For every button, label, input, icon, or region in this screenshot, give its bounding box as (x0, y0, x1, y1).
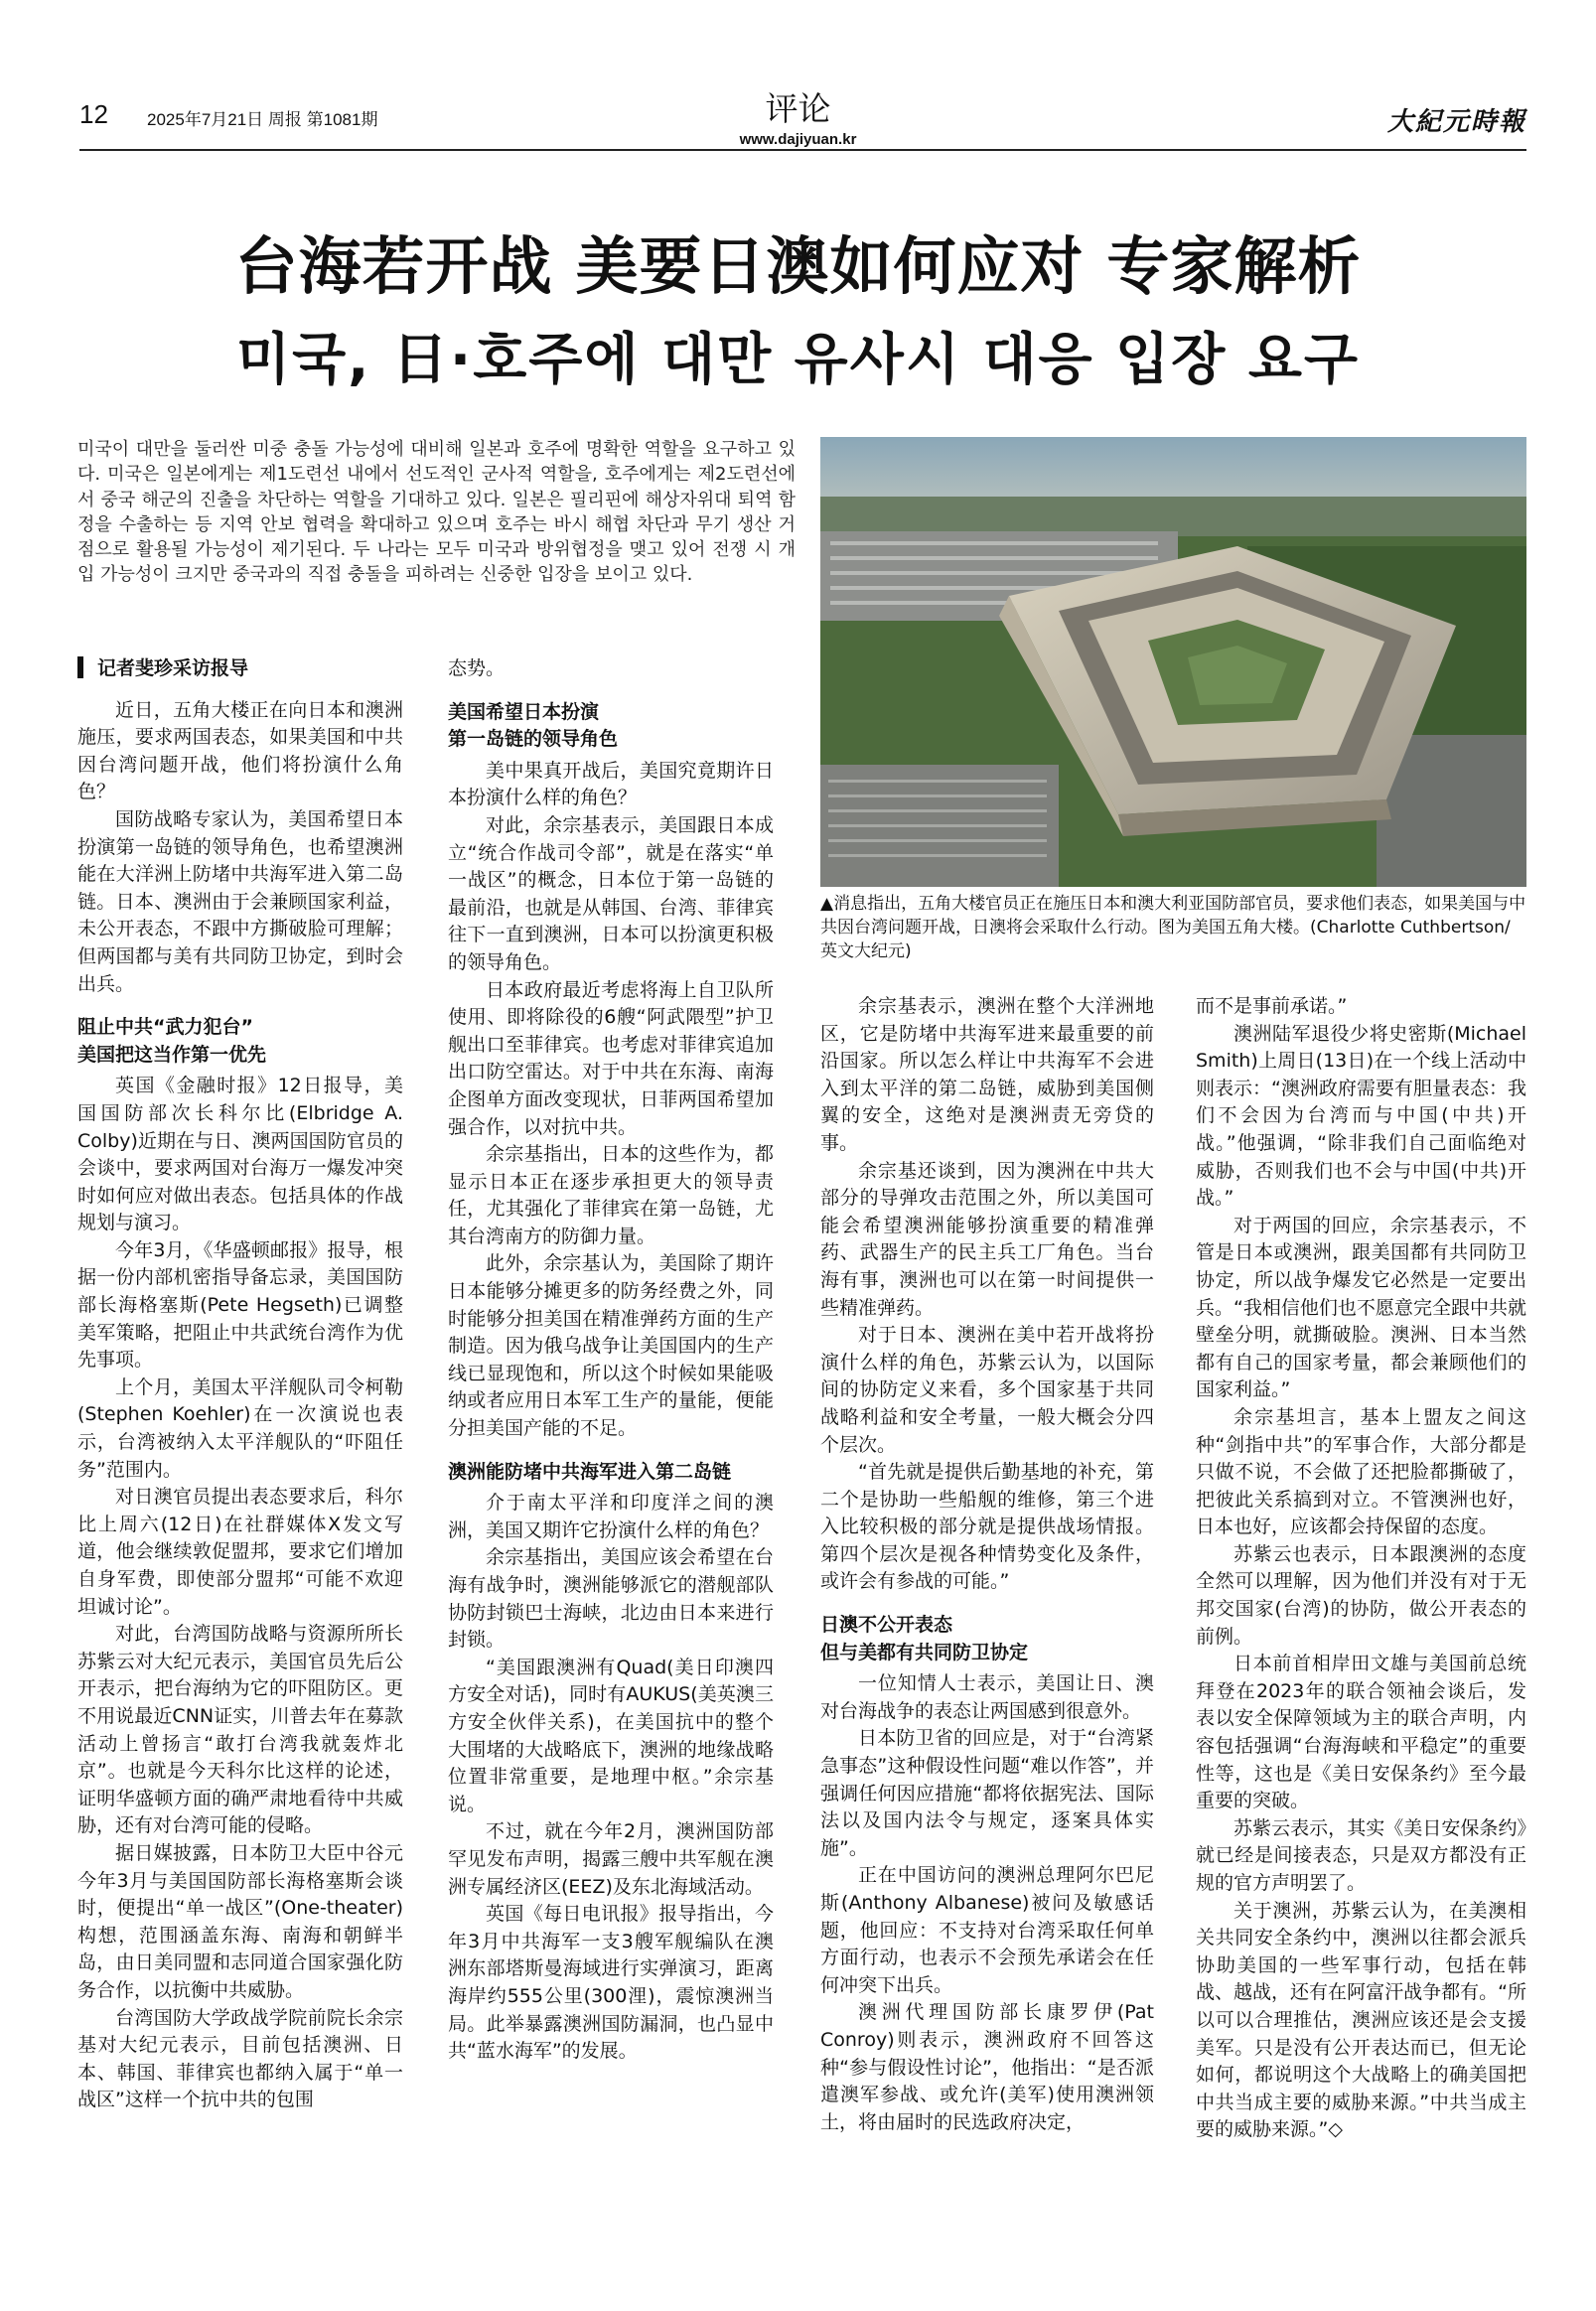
article-paragraph: 此外，余宗基认为，美国除了期许日本能够分摊更多的防务经费之外，同时能够分担美国在精准弹药方面的生产制造。因为俄乌战争让美国国内的生产线已显现饱和，所以这个时候如果能吸纳或者应用日本军工生产的量能，便能分担美国产能的不足。 (448, 1252, 774, 1440)
article-paragraph: 余宗基坦言，基本上盟友之间这种“剑指中共”的军事合作，大部分都是只做不说，不会做了还把脸都撕破了，把彼此关系搞到对立。不管澳洲也好，日本也好，应该都会持保留的态度。 (1196, 1405, 1526, 1538)
article-paragraph: 正在中国访问的澳洲总理阿尔巴尼斯(Anthony Albanese)被问及敏感话题，他回应：不支持对台湾采取任何单方面行动，也表示不会预先承诺会在任何冲突下出兵。 (820, 1864, 1154, 1996)
article-column-1 (77, 655, 403, 2114)
article-paragraph: 对于日本、澳洲在美中若开战将扮演什么样的角色，苏紫云认为，以国际间的协防定义来看，多个国家基于共同战略利益和安全考量，一般大概会分四个层次。 (820, 1324, 1154, 1456)
header-divider (79, 149, 1526, 151)
article-column-2 (448, 655, 774, 2066)
article-paragraph: 对此，台湾国防战略与资源所所长苏紫云对大纪元表示，美国官员先后公开表示，把台海纳为它的吓阻防区。更不用说最近CNN证实，川普去年在募款活动上曾扬言“敢打台湾我就轰炸北京”。也就是今天科尔比这样的论述，证明华盛顿方面的确严肃地看待中共威胁，还有对台湾可能的侵略。 (77, 1623, 403, 1837)
article-paragraph: 苏紫云表示，其实《美日安保条约》就已经是间接表态，只是双方都没有正规的官方声明罢了。 (1196, 1816, 1526, 1894)
article-paragraph: 余宗基还谈到，因为澳洲在中共大部分的导弹攻击范围之外，所以美国可能会希望澳洲能够扮演重要的精准弹药、武器生产的民主兵工厂角色。当台海有事，澳洲也可以在第一时间提供一些精准弹药。 (820, 1159, 1154, 1319)
section-heading (448, 1459, 774, 1487)
article-paragraph: 余宗基指出，美国应该会希望在台海有战争时，澳洲能够派它的潜舰部队协防封锁巴士海峡，北边由日本来进行封锁。 (448, 1546, 774, 1652)
article-paragraph: 对日澳官员提出表态要求后，科尔比上周六(12日)在社群媒体X发文写道，他会继续敦促盟邦，要求它们增加自身军费，即使部分盟邦“可能不欢迎坦诚讨论”。 (77, 1486, 403, 1618)
article-paragraph: “首先就是提供后勤基地的补充，第二个是协助一些船舰的维修，第三个进入比较积极的部分就是提供战场情报。第四个层次是视各种情势变化及条件，或许会有参战的可能。” (820, 1461, 1154, 1593)
pentagon-photo (820, 437, 1526, 887)
article-paragraph: 据日媒披露，日本防卫大臣中谷元今年3月与美国国防部长海格塞斯会谈时，便提出“单一战区”(One-theater)构想，范围涵盖东海、南海和朝鲜半岛，由日美同盟和志同道合国家强化防务合作，以抗衡中共威胁。 (77, 1841, 403, 2001)
article-paragraph: 关于澳洲，苏紫云认为，在美澳相关共同安全条约中，澳洲以往都会派兵协助美国的一些军事行动，包括在韩战、越战，还有在阿富汗战争都有。“所以可以合理推估，澳洲应该还是会支援美军。只是没有公开表达而已，但无论如何，都说明这个大战略上的确美国把中共当成主要的威胁来源。”中共当成主要的威胁来源。”◇ (1196, 1899, 1526, 2141)
section-heading-line: 但与美都有共同防卫协定 (820, 1641, 1029, 1663)
article-paragraph: 台湾国防大学政战学院前院长余宗基对大纪元表示，目前包括澳洲、日本、韩国、菲律宾也都纳入属于“单一战区”这样一个抗中共的包围 (77, 2006, 403, 2111)
page-number: 12 (79, 99, 108, 129)
article-paragraph: 英国《金融时报》12日报导，美国国防部次长科尔比(Elbridge A. Colby)近期在与日、澳两国国防官员的会谈中，要求两国对台海万一爆发冲突时如何应对做出表态。包括具体的作战规划与演习。 (77, 1075, 403, 1234)
section-heading (77, 1014, 403, 1069)
section-heading-line: 美国把这当作第一优先 (77, 1043, 267, 1066)
section-heading (820, 1612, 1154, 1666)
article-column-3 (820, 993, 1154, 2136)
article-paragraph: 苏紫云也表示，日本跟澳洲的态度全然可以理解，因为他们并没有对于无邦交国家(台湾)的协防，做公开表态的前例。 (1196, 1542, 1526, 1648)
article-paragraph: 一位知情人士表示，美国让日、澳对台海战争的表态让两国感到很意外。 (820, 1672, 1154, 1722)
article-paragraph: 介于南太平洋和印度洋之间的澳洲，美国又期许它扮演什么样的角色？ (448, 1492, 774, 1541)
article-paragraph: 国防战略专家认为，美国希望日本扮演第一岛链的领导角色，也希望澳洲能在大洋洲上防堵中共海军进入第二岛链。日本、澳洲由于会兼顾国家利益，未公开表态，不跟中方撕破脸可理解；但两国都与美有共同防卫协定，到时会出兵。 (77, 807, 403, 995)
section-heading-line: 澳洲能防堵中共海军进入第二岛链 (448, 1460, 732, 1483)
article-paragraph: 近日，五角大楼正在向日本和澳洲施压，要求两国表态，如果美国和中共因台湾问题开战，他们将扮演什么角色？ (77, 698, 403, 803)
article-paragraph: 态势。 (448, 657, 506, 679)
byline-bar (77, 656, 83, 678)
section-title: 评论 (765, 89, 831, 128)
article-paragraph: “美国跟澳洲有Quad(美日印澳四方安全对话)，同时有AUKUS(美英澳三方安全伙伴关系)，在美国抗中的整个大围堵的大战略底下，澳洲的地缘战略位置非常重要，是地理中枢。”余宗基说。 (448, 1656, 774, 1815)
article-paragraph: 日本防卫省的回应是，对于“台湾紧急事态”这种假设性问题“难以作答”，并强调任何因应措施“都将依据宪法、国际法以及国内法令与规定，逐案具体实施”。 (820, 1727, 1154, 1859)
byline-text: 记者斐珍采访报导 (97, 657, 249, 679)
issue-date: 2025年7月21日 周报 第1081期 (147, 110, 378, 129)
headline-title: 台海若开战 美要日澳如何应对 专家解析 (234, 229, 1362, 303)
article-paragraph: 余宗基表示，澳洲在整个大洋洲地区，它是防堵中共海军进来最重要的前沿国家。所以怎么样让中共海军不会进入到太平洋的第二岛链，威胁到美国侧翼的安全，这绝对是澳洲责无旁贷的事。 (820, 995, 1154, 1154)
article-paragraph: 不过，就在今年2月，澳洲国防部罕见发布声明，揭露三艘中共军舰在澳洲专属经济区(EEZ)及东北海域活动。 (448, 1820, 774, 1898)
article-paragraph: 对于两国的回应，余宗基表示，不管是日本或澳洲，跟美国都有共同防卫协定，所以战争爆发它必然是一定要出兵。“我相信他们也不愿意完全跟中共就壁垒分明，就撕破脸。澳洲、日本当然都有自己的国家考量，都会兼顾他们的国家利益。” (1196, 1214, 1526, 1401)
section-heading-line: 阻止中共“武力犯台” (77, 1016, 253, 1039)
article-column-4 (1196, 993, 1526, 2144)
article-paragraph: 日本政府最近考虑将海上自卫队所使用、即将除役的6艘“阿武隈型”护卫舰出口至菲律宾。也考虑对菲律宾追加出口防空雷达。对于中共在东海、南海企图单方面改变现状，日菲两国希望加强合作，以对抗中共。 (448, 978, 774, 1138)
section-heading-line: 第一岛链的领导角色 (448, 728, 619, 751)
article-paragraph: 而不是事前承诺。” (1196, 995, 1348, 1017)
article-paragraph: 今年3月，《华盛顿邮报》报导，根据一份内部机密指导备忘录，美国国防部长海格塞斯(Pete Hegseth)已调整美军策略，把阻止中共武统台湾作为优先事项。 (77, 1238, 403, 1372)
korean-lead-paragraph: 미국이 대만을 둘러싼 미중 충돌 가능성에 대비해 일본과 호주에 명확한 역할을 요구하고 있다. 미국은 일본에게는 제1도련선 내에서 선도적인 군사적 역할을, 호주에게는 제2도련선에서 중국 해군의 진출을 차단하는 역할을 기대하고 있다. 일본은 필리핀에 해상자위대 퇴역 함정을 수출하는 등 지역 안보 협력을 확대하고 있으며 호주는 바시 해협 차단과 무기 생산 거점으로 활용될 가능성이 제기된다. 두 나라는 모두 미국과 방위협정을 맺고 있어 전쟁 시 개입 가능성이 크지만 중국과의 직접 충돌을 피하려는 신중한 입장을 보이고 있다. (77, 439, 796, 586)
section-heading-line: 美国希望日本扮演 (448, 700, 600, 723)
article-paragraph: 英国《每日电讯报》报导指出，今年3月中共海军一支3艘军舰编队在澳洲东部塔斯曼海域进行实弹演习，距离海岸约555公里(300浬)，震惊澳洲当局。此举暴露澳洲国防漏洞，也凸显中共“蓝水海军”的发展。 (448, 1903, 774, 2063)
section-heading (448, 699, 774, 754)
article-paragraph: 澳洲陆军退役少将史密斯(Michael Smith)上周日(13日)在一个线上活动中则表示：“澳洲政府需要有胆量表态：我们不会因为台湾而与中国(中共)开战。”他强调，“除非我们自己面临绝对威胁，否则我们也不会与中国(中共)开战。” (1196, 1022, 1526, 1210)
article-paragraph: 余宗基指出，日本的这些作为，都显示日本正在逐步承担更大的领导责任，尤其强化了菲律宾在第一岛链，尤其台湾南方的防御力量。 (448, 1143, 774, 1247)
byline (77, 655, 403, 683)
section-heading-line: 日澳不公开表态 (820, 1614, 953, 1637)
newspaper-logo: 大紀元時報 (1386, 107, 1526, 137)
article-paragraph: 澳洲代理国防部长康罗伊(Pat Conroy)则表示，澳洲政府不回答这种“参与假设性讨论”，他指出：“是否派遣澳军参战、或允许(美军)使用澳洲领土，将由届时的民选政府决定， (820, 2001, 1154, 2133)
pentagon-aerial-image (820, 437, 1526, 887)
headline-subtitle: 미국, 日·호주에 대만 유사시 대응 입장 요구 (235, 328, 1361, 392)
site-url[interactable]: www.dajiyuan.kr (739, 131, 857, 148)
article-paragraph: 对此，余宗基表示，美国跟日本成立“统合作战司令部”，就是在落实“单一战区”的概念，日本位于第一岛链的最前沿，也就是从韩国、台湾、菲律宾往下一直到澳洲，日本可以扮演更积极的领导角色。 (448, 813, 774, 973)
article-paragraph: 上个月，美国太平洋舰队司令柯勒(Stephen Koehler)在一次演说也表示，台湾被纳入太平洋舰队的“吓阻任务”范围内。 (77, 1375, 403, 1481)
article-paragraph: 日本前首相岸田文雄与美国前总统拜登在2023年的联合领袖会谈后，发表以安全保障领域为主的联合声明，内容包括强调“台海海峡和平稳定”的重要性等，这也是《美日安保条约》至今最重要的突破。 (1196, 1653, 1526, 1812)
photo-caption: ▲消息指出，五角大楼官员正在施压日本和澳大利亚国防部官员，要求他们表态，如果美国与中共因台湾问题开战，日澳将会采取什么行动。图为美国五角大楼。(Charlotte Cuthbertson/英文大纪元) (820, 894, 1526, 961)
article-paragraph: 美中果真开战后，美国究竟期许日本扮演什么样的角色？ (448, 759, 774, 809)
